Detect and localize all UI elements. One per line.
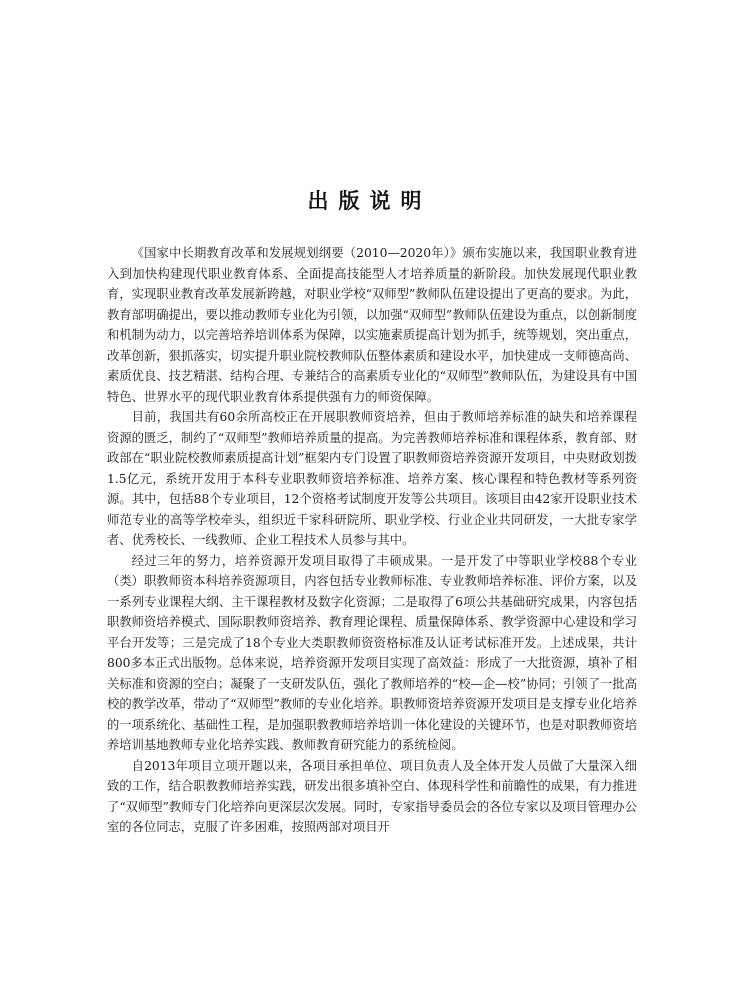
paragraph-2: 目前，我国共有60余所高校正在开展职教师资培养，但由于教师培养标准的缺失和培养课程资源的匮乏，制约了“双师型”教师培养质量的提高。为完善教师培养标准和课程体系，教育部、财政部在“职业院校教师素质提高计划”框架内专门设置了职教师资培养资源开发项目，中央财政划拨1.5亿元，系统开发用于本科专业职教师资培养标准、培养方案、核心课程和特色教材等系列资源。其中，包括88个专业项目，12个资格考试制度开发等公共项目。该项目由42家开设职业技术师范专业的高等学校牵头，组织近千家科研院所、职业学校、行业企业共同研发，一大批专家学者、优秀校长、一线教师、企业工程技术人员参与其中。 [107, 410, 637, 547]
body-text [107, 243, 637, 838]
paragraph-4: 自2013年项目立项开题以来，各项目承担单位、项目负责人及全体开发人员做了大量深入细致的工作，结合职教教师培养实践，研发出很多填补空白、体现科学性和前瞻性的成果，有力推进了“双师型”教师专门化培养向更深层次发展。同时，专家指导委员会的各位专家以及项目管理办公室的各位同志，克服了许多困难，按照两部对项目开 [107, 758, 637, 834]
page-title: 出版说明 [307, 189, 432, 213]
paragraph-1: 《国家中长期教育改革和发展规划纲要（2010—2020年）》颁布实施以来，我国职业教育进入到加快构建现代职业教育体系、全面提高技能型人才培养质量的新阶段。加快发展现代职业教育，实现职业教育改革发展新跨越，对职业学校“双师型”教师队伍建设提出了更高的要求。为此，教育部明确提出，要以推动教师专业化为引领，以加强“双师型”教师队伍建设为重点，以创新制度和机制为动力，以完善培养培训体系为保障，以实施素质提高计划为抓手，统等规划，突出重点，改革创新，狠抓落实，切实提升职业院校教师队伍整体素质和建设水平，加快建成一支师德高尚、素质优良、技艺精湛、结构合理、专兼结合的高素质专业化的“双师型”教师队伍，为建设具有中国特色、世界水平的现代职业教育体系提供强有力的师资保障。 [107, 246, 637, 404]
paragraph-3: 经过三年的努力，培养资源开发项目取得了丰硕成果。一是开发了中等职业学校88个专业（类）职教师资本科培养资源项目，内容包括专业教师标准、专业教师培养标准、评价方案，以及一系列专业课程大纲、主干课程教材及数字化资源；二是取得了6项公共基础研究成果，内容包括职教师资培养模式、国际职教师资培养、教育理论课程、质量保障体系、教学资源中心建设和学习平台开发等；三是完成了18个专业大类职教师资资格标准及认证考试标准开发。上述成果，共计800多本正式出版物。总体来说，培养资源开发项目实现了高效益：形成了一大批资源，填补了相关标准和资源的空白；凝聚了一支研发队伍，强化了教师培养的“校—企—校”协同；引领了一批高校的教学改革，带动了“双师型”教师的专业化培养。职教师资培养资源开发项目是支撑专业化培养的一项系统化、基础性工程，是加强职教教师培养培训一体化建设的关键环节，也是对职教师资培养培训基地教师专业化培养实践、教师教育研究能力的系统检阅。 [107, 553, 637, 752]
